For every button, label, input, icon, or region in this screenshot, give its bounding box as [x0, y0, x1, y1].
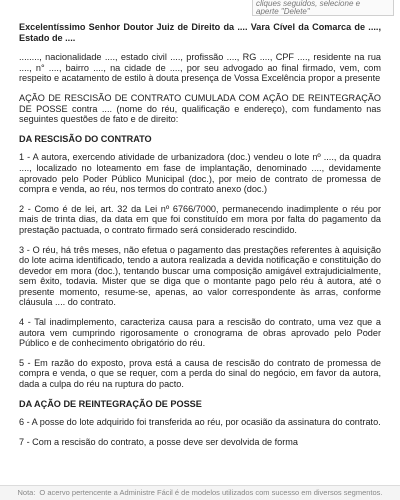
hint-line-2: aperte "Delete": [256, 7, 310, 16]
hint-line-1: cliques seguidos, selecione e: [256, 0, 361, 8]
footer-note: [0, 485, 400, 500]
document-body: [19, 22, 381, 456]
section-heading-repossession: DA AÇÃO DE REINTEGRAÇÃO DE POSSE: [19, 398, 202, 409]
court-address: Excelentíssimo Senhor Doutor Juiz de Direito da .... Vara Cível da Comarca de ...., Estado de ....: [19, 22, 381, 43]
paragraph-2: 2 - Como é de lei, art. 32 da Lei nº 6766/7000, permanecendo inadimplente o réu por mais de trinta dias, da data em que foi constituído em mora por falta do pagamento da prestação pactuada, o contrato firmado será considerado rescindido.: [19, 203, 381, 235]
paragraph-1: 1 - A autora, exercendo atividade de urbanizadora (doc.) vendeu o lote nº ...., da quadra ...., localizado no loteamento em fase de implantação, denominado ...., devidamente aprovado pelo Poder Público Municipal (doc.), por meio de contrato de promessa de compra e venda, ao réu, nos termos do contrato anexo (doc.): [19, 152, 381, 195]
footer-note-text: O acervo pertencente a Administre Fácil é de modelos utilizados com sucesso em diversos segmentos.: [39, 488, 383, 497]
paragraph-6: 6 - A posse do lote adquirido foi transferida ao réu, por ocasião da assinatura do contrato.: [19, 417, 381, 428]
paragraph-3: 3 - O réu, há três meses, não efetua o pagamento das prestações referentes à aquisição do lote acima identificado, tendo a autora realizada a devida notificação e constituição do devedor em mora (doc.), tentando buscar uma composição amigável extrajudicialmente, sem êxito, todavia. Mister que se diga que o montante pago pelo réu à autora, até o presente momento, resume-se, apenas, ao valor correspondente às arras, conforme cláusula .... do contrato.: [19, 244, 381, 308]
action-statement: AÇÃO DE RESCISÃO DE CONTRATO CUMULADA COM AÇÃO DE REINTEGRAÇÃO DE POSSE contra .... (nome do réu, qualificação e endereço), com fundamento nas seguintes questões de fato e de direito:: [19, 92, 381, 125]
hint-note: [252, 0, 394, 16]
section-heading-rescission: DA RESCISÃO DO CONTRATO: [19, 133, 152, 144]
footer-note-label: Nota:: [17, 488, 36, 497]
paragraph-5: 5 - Em razão do exposto, prova está a causa de rescisão do contrato de promessa de compra e venda, o que se requer, com a perda do sinal do negócio, em favor da autora, dada a culpa do réu na ruptura do pacto.: [19, 357, 381, 390]
paragraph-7: 7 - Com a rescisão do contrato, a posse deve ser devolvida de forma: [19, 436, 298, 447]
plaintiff-intro: ........, nacionalidade ...., estado civil ...., profissão ...., RG ...., CPF ...., residente na rua ...., n° ...., bairro ...., na cidade de ...., por seu advogado ao final firmado, vem, com respeito e acatamento de estilo à douta presença de Vossa Excelência propor a presente: [19, 52, 381, 84]
paragraph-4: 4 - Tal inadimplemento, caracteriza causa para a rescisão do contrato, uma vez que a autora vem cumprindo rigorosamente o cronograma de obras aprovado pelo Poder Público e de conhecimento obrigatório do réu.: [19, 317, 381, 349]
